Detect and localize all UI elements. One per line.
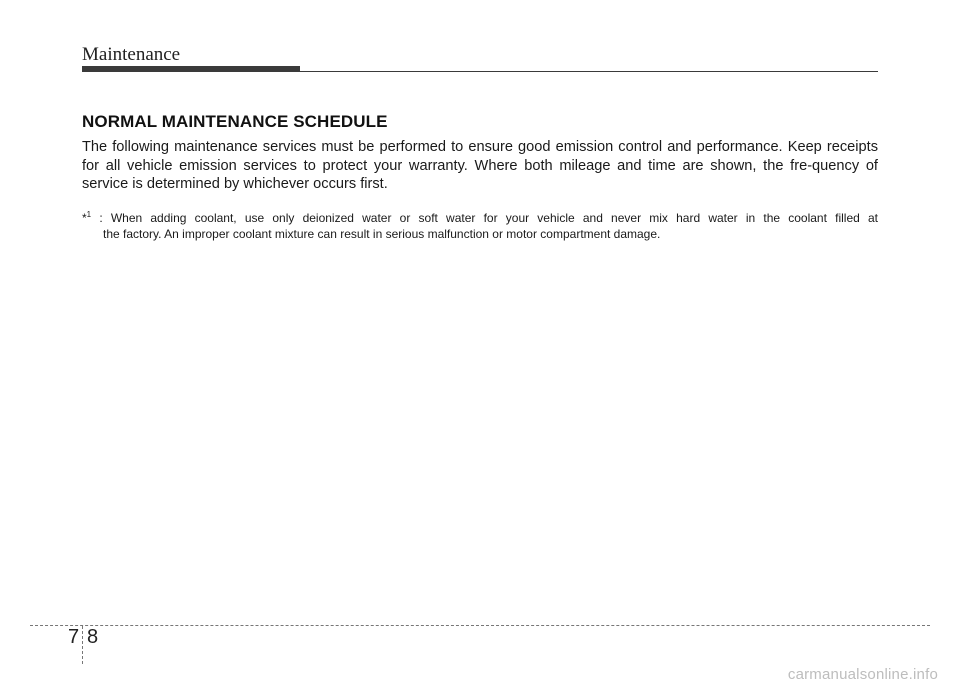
footnote-marker: * [82, 211, 87, 225]
page-heading: NORMAL MAINTENANCE SCHEDULE [82, 112, 388, 131]
chapter-number: 7 [68, 626, 80, 648]
header-rule [82, 71, 878, 72]
watermark: carmanualsonline.info [787, 666, 938, 683]
footer-dashed-rule [30, 625, 930, 626]
footer-page-divider [82, 626, 83, 664]
page-number: 8 [87, 626, 99, 648]
footnote-superscript: 1 [86, 210, 92, 219]
footnote-line-2: the factory. An improper coolant mixture can result in serious malfunction or motor compartment damage. [103, 227, 661, 241]
footnote-line-1 [82, 207, 878, 226]
intro-paragraph: The following maintenance services must be performed to ensure good emission control and performance. Keep receipts for all vehicle emission services to protect your warranty. Where both mileage and time are shown, the fre-quency of service is determined by whichever occurs first. [82, 139, 878, 192]
section-title: Maintenance [82, 44, 181, 65]
footnote-text-1: : When adding coolant, use only deionized water or soft water for your vehicle and never mix hard water in the coolant filled at [99, 211, 879, 225]
coolant-footnote [82, 207, 878, 242]
